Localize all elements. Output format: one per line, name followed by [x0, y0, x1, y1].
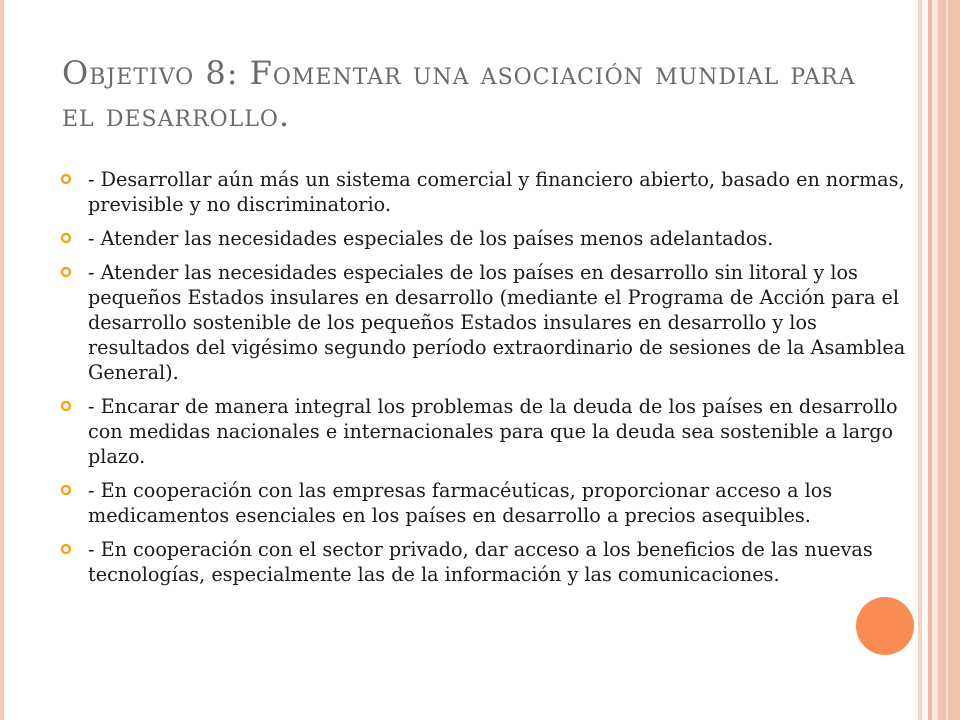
- bullet-text: - Encarar de manera integral los problemas de la deuda de los países en desarrollo con medidas nacionales e internacionales para que la deuda sea sostenible a largo plazo.: [88, 395, 898, 468]
- bullet-item: [60, 260, 910, 385]
- bullet-item: [60, 394, 910, 469]
- bullet-list: [60, 167, 910, 596]
- slide-title: Objetivo 8: Fomentar una asociación mundial para el desarrollo.: [62, 54, 856, 134]
- bullet-text: - Atender las necesidades especiales de los países menos adelantados.: [88, 227, 774, 250]
- bullet-text: - Atender las necesidades especiales de los países en desarrollo sin litoral y los pequeños Estados insulares en desarrollo (mediante el Programa de Acción para el desarrollo sostenible de los pequeños Estados insulares en desarrollo y los resultados del vigésimo segundo período extraordinario de sesiones de la Asamblea General).: [88, 261, 906, 384]
- bullet-item: [60, 478, 910, 528]
- circle-bullet-icon: [60, 232, 72, 244]
- right-stripe: [938, 0, 960, 720]
- circle-bullet-icon: [60, 400, 72, 412]
- bullet-item: [60, 226, 910, 251]
- bullet-text: - En cooperación con las empresas farmacéuticas, proporcionar acceso a los medicamentos esenciales en los países en desarrollo a precios asequibles.: [88, 479, 833, 527]
- circle-bullet-icon: [60, 173, 72, 185]
- bullet-item: [60, 537, 910, 587]
- circle-bullet-icon: [60, 484, 72, 496]
- circle-bullet-icon: [60, 266, 72, 278]
- bullet-item: [60, 167, 910, 217]
- left-border: [0, 0, 4, 720]
- circle-bullet-icon: [60, 543, 72, 555]
- bullet-text: - En cooperación con el sector privado, dar acceso a los beneficios de las nuevas tecnologías, especialmente las de la información y las comunicaciones.: [88, 538, 873, 586]
- right-stripe: [946, 0, 948, 720]
- orange-circle: [856, 597, 914, 655]
- bullet-text: - Desarrollar aún más un sistema comercial y financiero abierto, basado en normas, previsible y no discriminatorio.: [88, 168, 905, 216]
